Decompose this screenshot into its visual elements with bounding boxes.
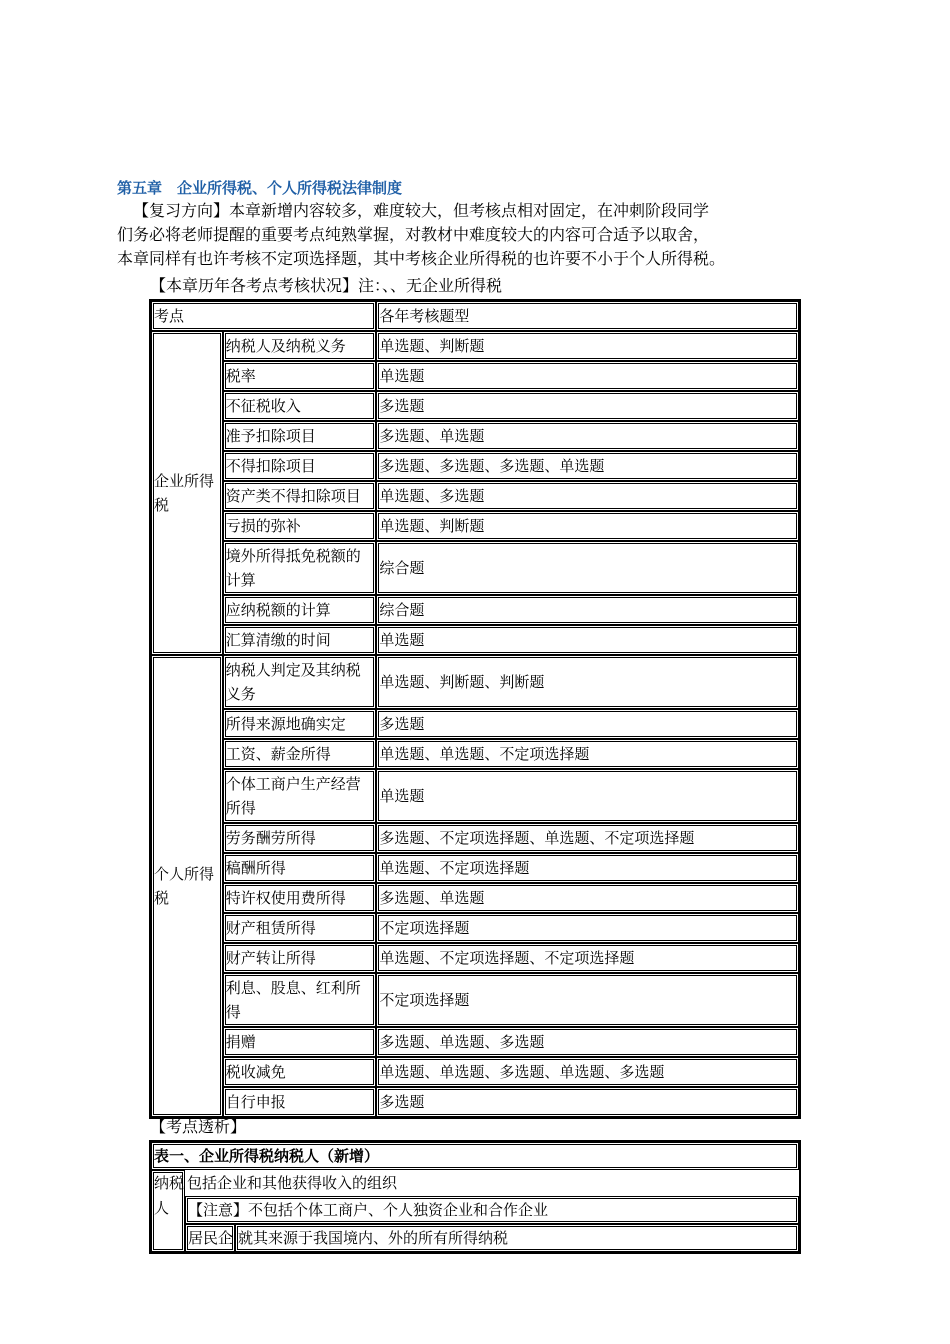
point-cell: 应纳税额的计算 [223,595,377,625]
table-row [151,913,799,943]
review-paragraph [117,199,837,271]
table-row [151,331,799,361]
table-header-row [151,301,799,331]
taxpayer-definition: 包括企业和其他获得收入的组织 [187,1174,398,1192]
point-cell: 准予扣除项目 [223,421,377,451]
point-cell: 个体工商户生产经营所得 [223,769,377,823]
point-cell: 利息、股息、红利所得 [223,973,377,1027]
review-line: 们务必将老师提醒的重要考点纯熟掌握，对教材中难度较大的内容可合适予以取舍， [117,225,710,244]
table-row [151,1170,799,1196]
types-cell: 单选题、判断题 [376,331,799,361]
point-cell: 税收减免 [223,1057,377,1087]
point-cell: 稿酬所得 [223,853,377,883]
types-cell: 多选题、单选题 [376,883,799,913]
category-cell: 个人所得税 [151,655,223,1117]
point-cell: 不征税收入 [223,391,377,421]
chapter-title: 第五章 企业所得税、个人所得税法律制度 [117,179,403,197]
point-cell: 捐赠 [223,1027,377,1057]
types-cell: 单选题、不定项选择题、不定项选择题 [376,943,799,973]
point-cell: 工资、薪金所得 [223,739,377,769]
types-cell: 单选题 [376,361,799,391]
types-cell: 综合题 [376,595,799,625]
table-row [151,883,799,913]
types-cell: 不定项选择题 [376,973,799,1027]
types-cell: 不定项选择题 [376,913,799,943]
types-cell: 多选题、单选题 [376,421,799,451]
taxpayer-table [149,1140,801,1254]
point-cell: 劳务酬劳所得 [223,823,377,853]
point-cell: 自行申报 [223,1087,377,1117]
types-cell: 多选题 [376,709,799,739]
header-types: 各年考核题型 [376,301,799,331]
header-point: 考点 [151,301,376,331]
table-row [151,1057,799,1087]
table-row [151,823,799,853]
point-cell: 纳税人判定及其纳税义务 [223,655,377,709]
section-label: 【考点透析】 [150,1117,247,1136]
table-row [151,511,799,541]
point-cell: 所得来源地确实定 [223,709,377,739]
types-cell: 单选题 [376,625,799,655]
table-row [151,1196,799,1224]
review-line: 本章同样有也许考核不定项选择题，其中考核企业所得税的也许要不小于个人所得税。 [117,249,726,268]
table-row [151,709,799,739]
types-cell: 多选题、单选题、多选题 [376,1027,799,1057]
tax-table-title: 表一、企业所得税纳税人（新增） [151,1142,799,1170]
table-row [151,655,799,709]
point-cell: 汇算清缴的时间 [223,625,377,655]
table-row [151,361,799,391]
table-row [151,739,799,769]
table-row [151,973,799,1027]
point-cell: 纳税人及纳税义务 [223,331,377,361]
table-row [151,1142,799,1170]
point-cell: 特许权使用费所得 [223,883,377,913]
point-cell: 财产转让所得 [223,943,377,973]
review-line: 【复习方向】本章新增内容较多，难度较大，但考核点相对固定，在冲刺阶段同学 [133,201,710,220]
point-cell: 不得扣除项目 [223,451,377,481]
table-row [151,943,799,973]
types-cell: 单选题、判断题、判断题 [376,655,799,709]
types-cell: 多选题 [376,391,799,421]
types-cell: 综合题 [376,541,799,595]
types-cell: 单选题、判断题 [376,511,799,541]
table-row [151,421,799,451]
point-cell: 亏损的弥补 [223,511,377,541]
table-row [151,595,799,625]
table-row [151,1087,799,1117]
table-row [151,1224,799,1252]
taxpayer-category: 纳税人 [151,1170,185,1252]
types-cell: 多选题、多选题、多选题、单选题 [376,451,799,481]
point-cell: 税率 [223,361,377,391]
resident-text: 就其来源于我国境内、外的所有所得纳税 [235,1224,799,1252]
types-cell: 单选题 [376,769,799,823]
table-row [151,481,799,511]
types-cell: 单选题、单选题、多选题、单选题、多选题 [376,1057,799,1087]
table-row [151,769,799,823]
table-row [151,853,799,883]
types-cell: 单选题、多选题 [376,481,799,511]
table-row [151,451,799,481]
types-cell: 多选题、不定项选择题、单选题、不定项选择题 [376,823,799,853]
types-cell: 单选题、不定项选择题 [376,853,799,883]
types-cell: 单选题、单选题、不定项选择题 [376,739,799,769]
taxpayer-note: 【注意】不包括个体工商户、个人独资企业和合作企业 [185,1196,799,1224]
exam-history-table [149,299,801,1119]
table-row [151,1027,799,1057]
table-row [151,625,799,655]
category-cell: 企业所得税 [151,331,223,655]
history-note: 【本章历年各考点考核状况】注：、、无企业所得税 [150,276,503,295]
resident-label: 居民企 [185,1224,235,1252]
point-cell: 境外所得抵免税额的计算 [223,541,377,595]
table-row [151,541,799,595]
table-row [151,391,799,421]
types-cell: 多选题 [376,1087,799,1117]
point-cell: 财产租赁所得 [223,913,377,943]
point-cell: 资产类不得扣除项目 [223,481,377,511]
